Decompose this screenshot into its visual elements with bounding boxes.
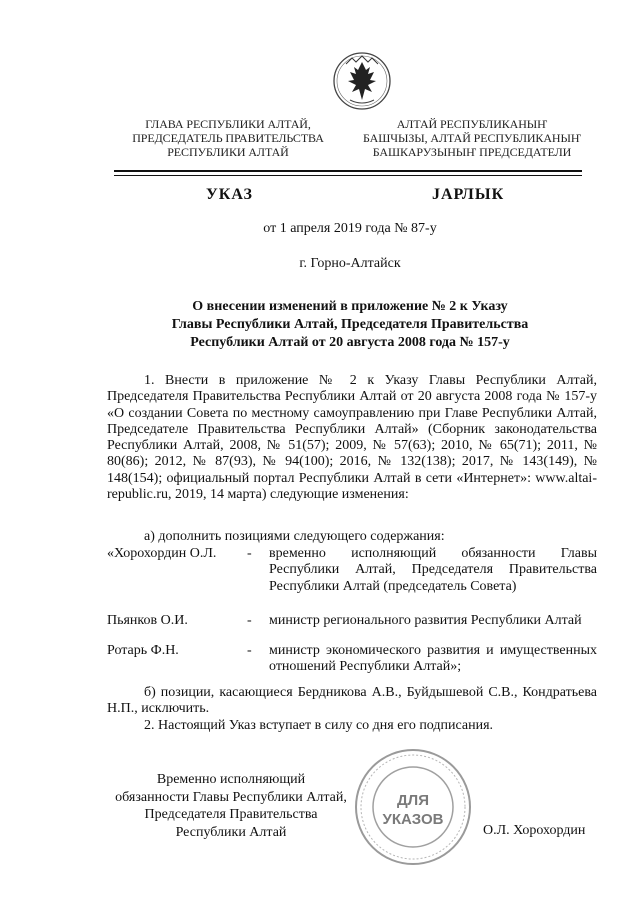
signature-line: Председателя Правительства [144, 807, 318, 822]
header-right-line: БАШКАРУЗЫНЫҤ ПРЕДСЕДАТЕЛИ [372, 145, 572, 159]
stamp-line2: УКАЗОВ [382, 811, 444, 828]
document-city: г. Горно-Алтайск [299, 256, 401, 271]
doc-type-ru: УКАЗ [206, 186, 253, 203]
header-divider [114, 170, 582, 172]
member-dash: - [247, 546, 252, 561]
header-left-line: ГЛАВА РЕСПУБЛИКИ АЛТАЙ, [145, 117, 311, 131]
member-role: временно исполняющий обязанности Главы Республики Алтай, Председателя Правительства Республики Алтай (председатель Совета) [269, 546, 597, 594]
header-divider-thin [114, 175, 582, 176]
header-left-line: ПРЕДСЕДАТЕЛЬ ПРАВИТЕЛЬСТВА [132, 131, 324, 145]
member-row [107, 613, 597, 629]
paragraph-2: 2. Настоящий Указ вступает в силу со дня его подписания. [144, 718, 494, 733]
member-row [107, 546, 597, 595]
member-name: Ротарь Ф.Н. [107, 643, 179, 658]
signature-line: Временно исполняющий [156, 772, 306, 787]
member-role: министр регионального развития Республики Алтай [269, 613, 582, 628]
paragraph-a: а) дополнить позициями следующего содержания: [144, 529, 445, 544]
doc-type-alt: JАРЛЫК [432, 186, 505, 203]
republic-emblem-icon [332, 50, 392, 112]
title-line: Республики Алтай от 20 августа 2008 года № 157-у [190, 335, 510, 350]
header-right-line: БАШЧЫЗЫ, АЛТАЙ РЕСПУБЛИКАНЫҤ [363, 131, 581, 145]
title-line: О внесении изменений в приложение № 2 к Указу [192, 299, 508, 314]
signature-position [100, 771, 362, 841]
stamp-line1: ДЛЯ [397, 792, 429, 809]
official-stamp [353, 747, 473, 867]
signature-line: Республики Алтай [175, 824, 287, 840]
paragraph-b: б) позиции, касающиеся Бердникова А.В., Буйдышевой С.В., Кондратьева Н.П., исключить. [107, 685, 597, 717]
header-left-title [118, 117, 338, 159]
title-line: Главы Республики Алтай, Председателя Правительства [171, 317, 529, 332]
paragraph-1: 1. Внести в приложение № 2 к Указу Главы Республики Алтай, Председателя Правительства Республики Алтай от 20 августа 2008 года № 157-у «О создании Совета по местному самоуправлению при Главе Республики Алтай, Председателе Правительства Республики Алтай» (Сборник законодательства Республики Алтай, 2008, № 51(57); 2009, № 57(63); 2010, № 65(71); 2011, № 80(86); 2012, № 87(93), № 94(100); 2016, № 132(138); 2017, № 143(149), № 148(154); официальный портал Республики Алтай в сети «Интернет»: www.altai-republic.ru, 2019, 14 марта) следующие изменения: [107, 373, 597, 503]
member-dash: - [247, 643, 252, 658]
signature-line: обязанности Главы Республики Алтай, [115, 789, 347, 805]
header-right-title [362, 117, 582, 159]
member-row [107, 643, 597, 676]
header-left-line: РЕСПУБЛИКИ АЛТАЙ [167, 145, 289, 159]
document-title [120, 298, 580, 352]
signer-name: О.Л. Хорохордин [483, 823, 586, 838]
document-date: от 1 апреля 2019 года № 87-у [263, 221, 437, 236]
member-name: Пьянков О.И. [107, 613, 188, 628]
member-dash: - [247, 613, 252, 628]
member-role: министр экономического развития и имущественных отношений Республики Алтай»; [269, 643, 597, 675]
member-name: «Хорохордин О.Л. [107, 546, 217, 561]
header-right-line: АЛТАЙ РЕСПУБЛИКАНЫҤ [396, 117, 548, 131]
